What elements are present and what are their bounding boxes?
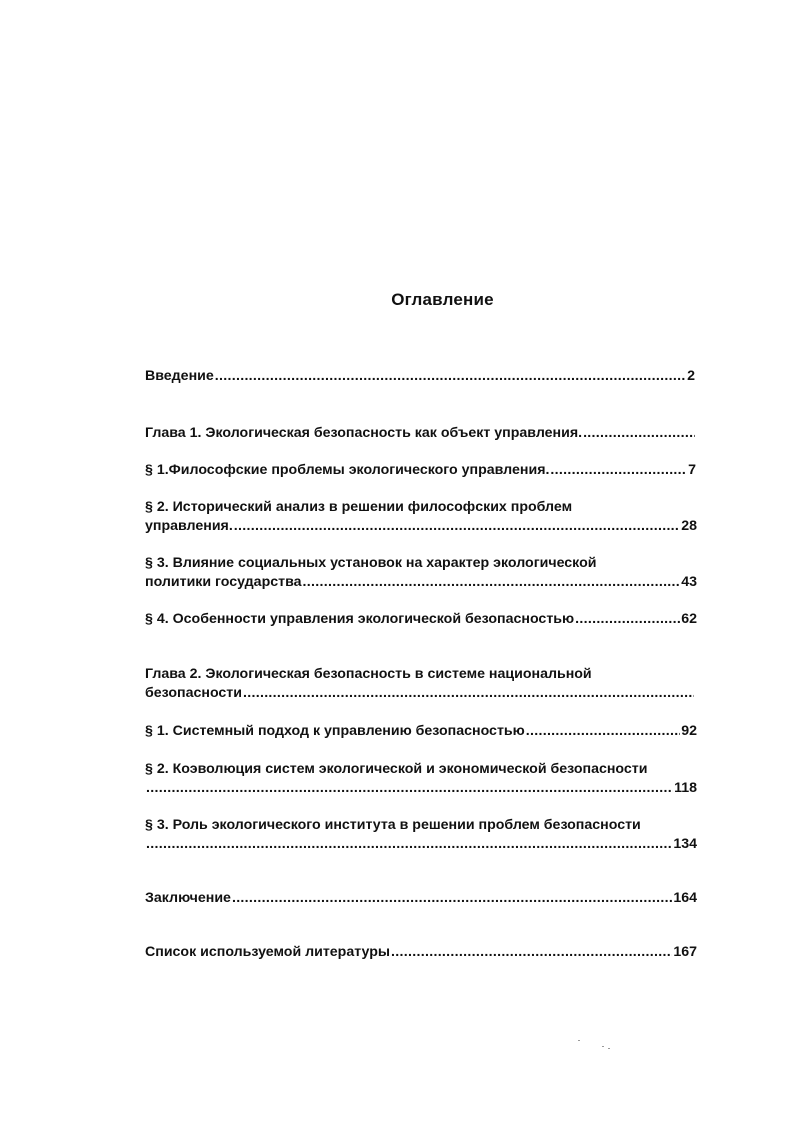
toc-entry-literature <box>145 943 697 962</box>
toc-page-number: 2 <box>687 368 695 384</box>
dot-leader <box>303 573 681 592</box>
dot-leader <box>243 684 694 703</box>
toc-entry-label-line1: Глава 2. Экологическая безопасность в системе национальной <box>145 666 592 682</box>
dot-leader <box>391 943 672 962</box>
toc-entry-ch2-section-1 <box>145 722 697 741</box>
toc-page-number: 92 <box>681 723 697 739</box>
toc-title: Оглавление <box>391 290 494 309</box>
toc-entry-label: Введение <box>145 368 214 384</box>
toc-entry-conclusion <box>145 889 697 908</box>
toc-entry-label: § 1.Философские проблемы экологического управления. <box>145 462 550 478</box>
toc-page-number: 164 <box>673 890 697 906</box>
toc-entry-label: политики государства <box>145 573 302 590</box>
dot-leader <box>146 835 672 854</box>
toc-entry-ch1-section-4 <box>145 610 697 629</box>
dot-leader <box>215 367 686 386</box>
scan-noise <box>578 1040 618 1052</box>
dot-leader <box>232 889 672 908</box>
dot-leader <box>526 722 680 741</box>
dot-leader <box>146 779 673 798</box>
dot-leader <box>575 610 680 629</box>
toc-entry-label-line1: § 2. Коэволюция систем экологической и экономической безопасности <box>145 761 648 777</box>
toc-page-number: 118 <box>674 779 697 796</box>
dot-leader <box>234 517 680 536</box>
toc-entry-label: управления. <box>145 517 233 534</box>
toc-entry-chapter-1 <box>145 424 696 443</box>
toc-entry-introduction <box>145 367 695 386</box>
toc-entry-label-line1: § 3. Роль экологического института в решении проблем безопасности <box>145 817 641 833</box>
toc-entry-ch1-section-1 <box>145 461 696 480</box>
toc-entry-label: Глава 1. Экологическая безопасность как объект управления. <box>145 425 583 441</box>
toc-entry-label: § 4. Особенности управления экологической безопасностью <box>145 611 575 627</box>
toc-entry-chapter-2 <box>145 665 695 702</box>
toc-page-number: 167 <box>673 944 697 960</box>
toc-entry-label-line1: § 2. Исторический анализ в решении философских проблем <box>145 499 573 515</box>
dot-leader <box>583 424 695 443</box>
toc-entry-ch1-section-3 <box>145 554 697 591</box>
toc-page-number: 62 <box>681 611 697 627</box>
toc-entry-label-line1: § 3. Влияние социальных установок на характер экологической <box>145 555 597 571</box>
toc-entry-ch1-section-2 <box>145 498 697 535</box>
toc-entry-label: Заключение <box>145 890 231 906</box>
toc-page-number: 134 <box>673 835 697 852</box>
dot-leader <box>550 461 687 480</box>
toc-entry-label: безопасности <box>145 684 242 701</box>
toc-entry-label: § 1. Системный подход к управлению безопасностью <box>145 723 525 739</box>
toc-page-number: 43 <box>681 573 697 590</box>
toc-entry-label: Список используемой литературы <box>145 944 391 960</box>
toc-page-number: 7 <box>688 462 696 478</box>
toc-entry-ch2-section-3 <box>145 816 697 853</box>
toc-entry-ch2-section-2 <box>145 760 697 797</box>
toc-page-number: 28 <box>681 517 697 534</box>
